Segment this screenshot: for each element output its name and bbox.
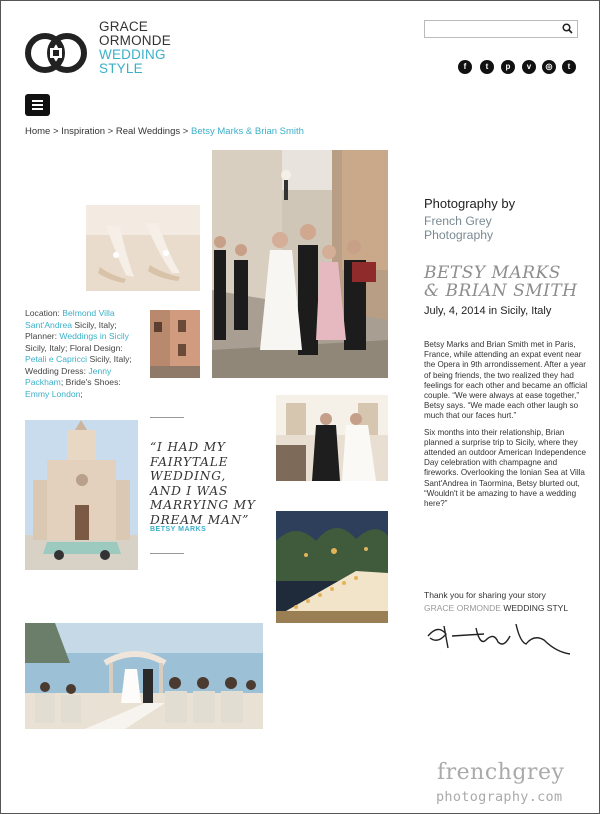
shoes-label: Bride's Shoes: <box>65 377 121 387</box>
location-rest: Sicily, Italy; <box>74 319 117 330</box>
breadcrumb-current[interactable]: Betsy Marks & Brian Smith <box>190 126 304 137</box>
quote-divider-top <box>150 417 184 418</box>
twitter-icon[interactable] <box>480 60 494 74</box>
watermark-url: photography.com <box>436 789 563 805</box>
thanks-brand <box>424 603 568 613</box>
breadcrumb-separator: > <box>52 126 59 137</box>
bridal-shoes-photo <box>86 205 200 291</box>
ceremony-photo <box>276 395 388 481</box>
wedding-procession-photo <box>212 150 388 378</box>
breadcrumb-real-weddings[interactable]: Real Weddings <box>115 126 181 137</box>
facebook-glyph: f <box>463 62 467 71</box>
thanks-brand-gray: GRACE ORMONDE <box>424 603 501 613</box>
quote-attribution: BETSY MARKS <box>150 526 207 533</box>
logo-line-4: STYLE <box>99 61 143 76</box>
couple-heading <box>424 264 578 300</box>
floral-label: Floral Design: <box>69 342 123 353</box>
breadcrumb-inspiration[interactable]: Inspiration <box>61 126 106 137</box>
couple-line-2: & BRIAN SMITH <box>424 281 578 301</box>
location-label: Location: <box>25 308 60 318</box>
shoes-rest: ; <box>80 388 83 399</box>
shoes-link[interactable]: Emmy London <box>25 388 81 399</box>
twitter-glyph: t <box>485 62 489 71</box>
search-input[interactable] <box>424 20 578 38</box>
seaside-ceremony-photo <box>25 623 263 729</box>
planner-label: Planner: <box>25 331 58 341</box>
thanks-text: Thank you for sharing your story <box>424 590 546 600</box>
church-vintage-car-photo <box>25 420 138 570</box>
couple-line-1: BETSY MARKS <box>424 263 561 283</box>
reception-dinner-photo <box>276 511 388 623</box>
planner-rest: Sicily, Italy; <box>25 342 68 353</box>
logo-icon[interactable] <box>24 30 88 76</box>
dress-link[interactable]: Jenny Packham <box>25 365 112 387</box>
dress-rest: ; <box>60 377 64 387</box>
watermark-brand: frenchgrey <box>437 760 565 785</box>
pinterest-icon[interactable] <box>501 60 515 74</box>
tumblr-icon[interactable] <box>562 60 576 74</box>
signature-image <box>424 618 574 660</box>
vimeo-glyph: v <box>526 62 532 71</box>
tumblr-glyph: t <box>567 62 571 71</box>
taormina-street-photo <box>150 310 200 378</box>
pull-quote: “I HAD MY FAIRYTALE WEDDING, AND I WAS MARRYING MY DREAM MAN” <box>150 440 256 527</box>
location-link[interactable]: Belmond Villa Sant'Andrea <box>25 308 115 330</box>
breadcrumb-home[interactable]: Home <box>25 126 51 137</box>
instagram-glyph: ◎ <box>545 62 553 71</box>
planner-link[interactable]: Weddings in Sicily <box>59 331 129 341</box>
pinterest-glyph: p <box>505 62 511 71</box>
wedding-details <box>25 308 143 400</box>
floral-link[interactable]: Petali e Capricci <box>25 354 88 364</box>
photographer-name[interactable] <box>424 214 493 242</box>
dress-label: Wedding Dress: <box>25 365 86 376</box>
wedding-date: July, 4, 2014 in Sicily, Italy <box>424 305 552 317</box>
article-body <box>424 340 592 542</box>
quote-divider-bottom <box>150 553 184 554</box>
photography-title: Photography by <box>424 196 516 211</box>
breadcrumb-separator: > <box>107 126 114 137</box>
search-icon[interactable] <box>562 23 573 34</box>
thanks-brand-dark: WEDDING STYL <box>503 603 569 613</box>
logo-line-1: GRACE <box>99 19 149 34</box>
facebook-icon[interactable] <box>458 60 472 74</box>
photographer-line-1: French Grey <box>424 214 492 228</box>
breadcrumb-separator: > <box>182 126 189 137</box>
article-paragraph: Betsy Marks and Brian Smith met in Paris, France, while attending an expat event near the Opera in 9th arrondissement. After a year of being friends, the two realized they had feelings for each other and became an official couple. “We were always at ease together,” Betsy says. “We made each other laugh so much that our faces hurt.” <box>424 340 588 421</box>
photographer-line-2: Photography <box>424 228 494 242</box>
breadcrumb <box>25 126 304 137</box>
instagram-icon[interactable] <box>542 60 556 74</box>
logo-line-2: ORMONDE <box>99 33 171 48</box>
site-logo-text[interactable] <box>99 20 171 76</box>
menu-button[interactable] <box>25 94 50 116</box>
vimeo-icon[interactable] <box>522 60 536 74</box>
logo-line-3: WEDDING <box>99 47 166 62</box>
floral-rest: Sicily, Italy; <box>89 354 132 364</box>
article-paragraph: Six months into their relationship, Brian planned a surprise trip to Sicily, where they attended an outdoor American Independence Day celebration with champagne and fireworks. Overlooking the Ionian Sea at Villa Sant'Andrea in Taormina, Betsy blurted out, “Wouldn't it be amazing to have a wedding here?” <box>424 427 587 509</box>
